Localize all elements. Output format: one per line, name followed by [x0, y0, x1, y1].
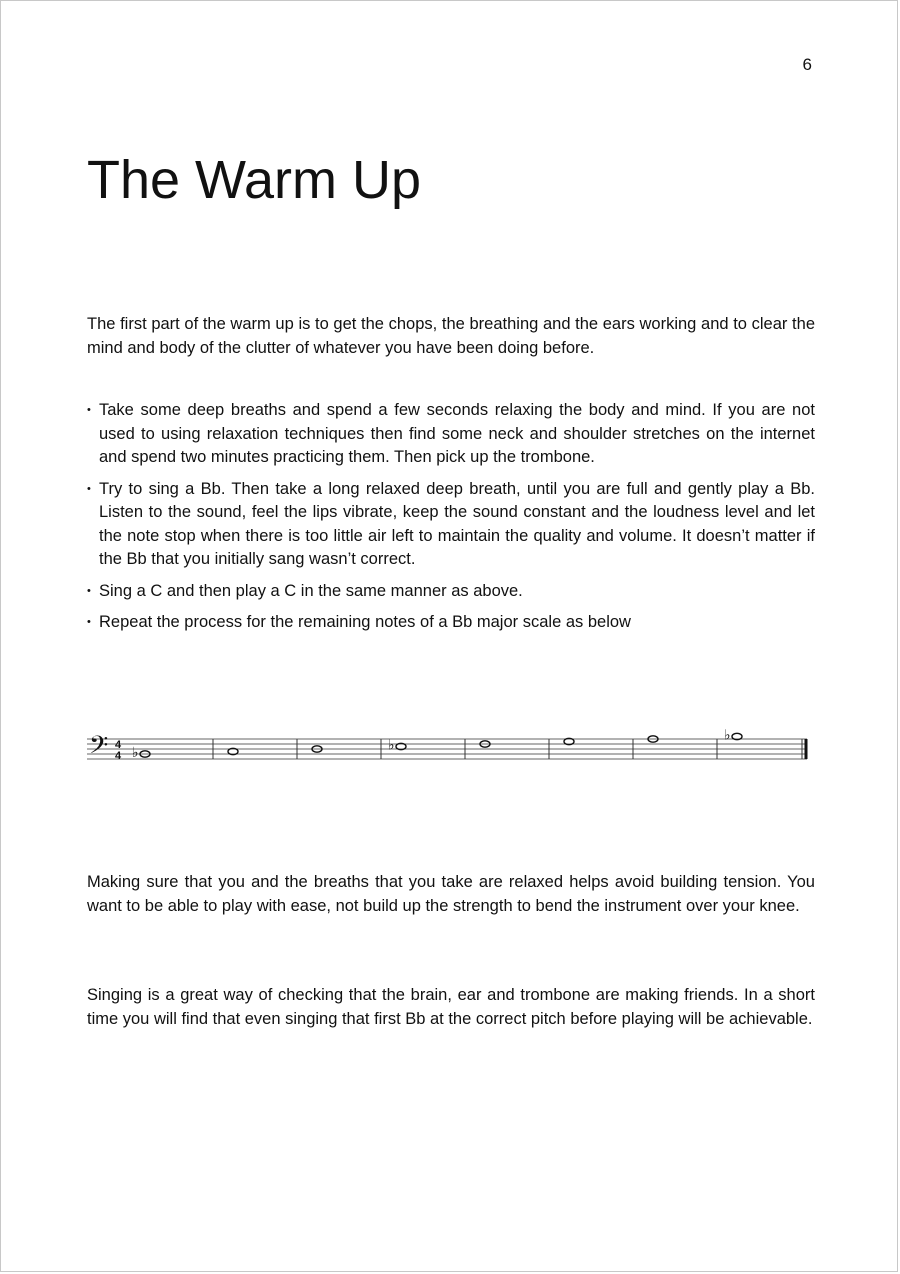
list-item: • Sing a C and then play a C in the same manner as above. — [87, 580, 815, 604]
intro-paragraph: The first part of the warm up is to get the chops, the breathing and the ears working and to clear the mind and body of the clutter of whatever you have been doing before. — [87, 315, 815, 357]
relaxation-paragraph: Making sure that you and the breaths that you take are relaxed helps avoid building tension. You want to be able to play with ease, not build up the strength to bend the instrument over your knee. — [87, 873, 815, 915]
page-number: 6 — [802, 55, 812, 74]
list-item: • Take some deep breaths and spend a few seconds relaxing the body and mind. If you are not used to using relaxation techniques then find some neck and shoulder stretches on the internet and spend two minutes practicing them. Then pick up the trombone. — [87, 399, 815, 470]
page-title: The Warm Up — [87, 150, 422, 210]
time-signature-bottom: 4 — [115, 750, 122, 762]
instruction-list — [87, 399, 815, 643]
bb-major-scale-staff — [87, 721, 817, 781]
bass-clef-icon: 𝄢 — [89, 731, 109, 766]
flat-accidental-icon: ♭ — [724, 727, 731, 744]
list-item: • Repeat the process for the remaining notes of a Bb major scale as below — [87, 611, 815, 635]
list-item: • Try to sing a Bb. Then take a long relaxed deep breath, until you are full and gently play a Bb. Listen to the sound, feel the lips vibrate, keep the sound constant and the loudness level and let the note stop when there is too little air left to maintain the quality and volume. It doesn’t matter if the Bb that you initially sang wasn’t correct. — [87, 478, 815, 572]
flat-accidental-icon: ♭ — [132, 745, 139, 761]
flat-accidental-icon: ♭ — [388, 737, 395, 754]
time-signature-top: 4 — [115, 739, 122, 751]
singing-paragraph: Singing is a great way of checking that the brain, ear and trombone are making friends. In a short time you will find that even singing that first Bb at the correct pitch before playing will be achievable. — [87, 986, 815, 1028]
